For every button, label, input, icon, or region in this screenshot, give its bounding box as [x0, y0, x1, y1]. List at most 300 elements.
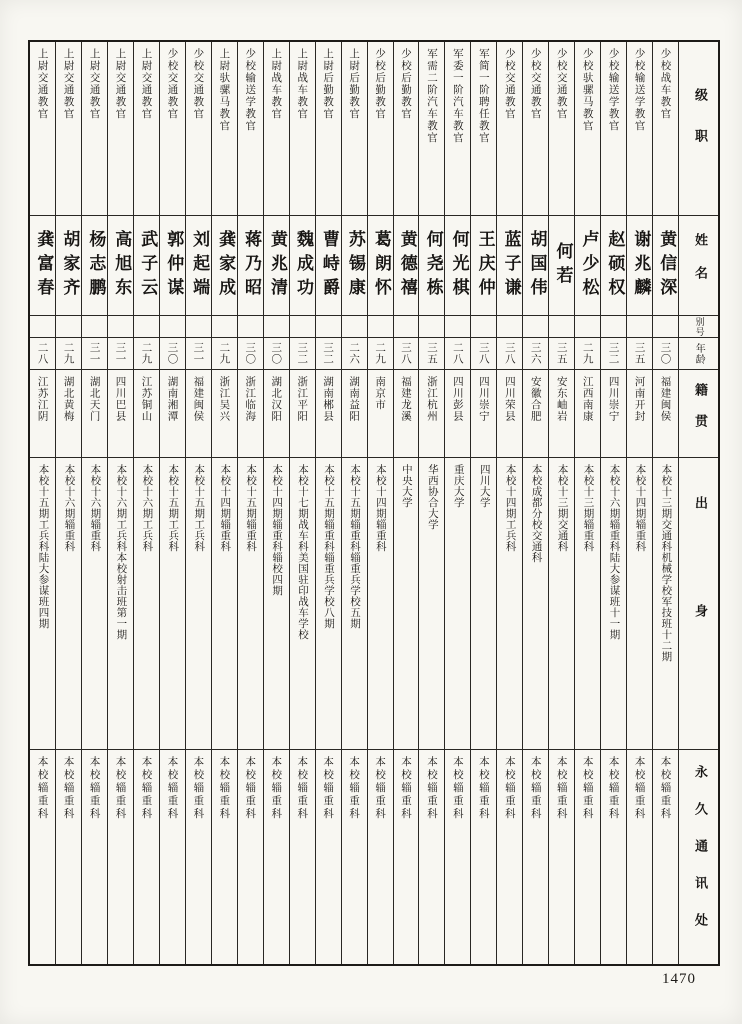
- person-age-cell: [342, 338, 367, 370]
- person-address-cell: [627, 750, 652, 964]
- person-name: 黄兆清: [267, 229, 287, 302]
- person-background: 本校十四期辎重科: [374, 464, 387, 552]
- person-age: 三一: [88, 342, 101, 365]
- person-name-cell: [601, 216, 626, 316]
- person-background-cell: [134, 458, 159, 750]
- person-native-place-cell: [290, 370, 315, 458]
- person-address-cell: [264, 750, 289, 964]
- person-rank-cell: [56, 42, 81, 216]
- header-cell-rank: [679, 42, 718, 216]
- person-age: 二六: [348, 342, 361, 365]
- person-background-cell: [523, 458, 548, 750]
- person-native-place-cell: [186, 370, 211, 458]
- person-name-cell: [653, 216, 678, 316]
- person-background: 四川大学: [478, 464, 491, 508]
- person-background-cell: [368, 458, 393, 750]
- person-background: 本校十三期交通科: [556, 464, 569, 552]
- person-background-cell: [186, 458, 211, 750]
- person-address: 本校辎重科: [374, 756, 387, 821]
- person-address-cell: [160, 750, 185, 964]
- header-cell-address: [679, 750, 718, 964]
- person-alias-cell: [212, 316, 237, 338]
- person-column: [574, 42, 600, 964]
- person-address: 本校辎重科: [400, 756, 413, 821]
- person-alias-cell: [549, 316, 574, 338]
- person-column: [393, 42, 419, 964]
- person-age: 三〇: [270, 342, 283, 365]
- person-alias-cell: [186, 316, 211, 338]
- person-name: 郭仲谋: [163, 229, 184, 302]
- person-age: 三二: [322, 342, 335, 365]
- person-background: 本校十五期工兵科: [193, 464, 206, 552]
- person-background-cell: [160, 458, 185, 750]
- person-background-cell: [342, 458, 367, 750]
- person-name-cell: [342, 216, 367, 316]
- person-column: [107, 42, 133, 964]
- person-address-cell: [601, 750, 626, 964]
- person-age-cell: [212, 338, 237, 370]
- person-native-place-cell: [264, 370, 289, 458]
- person-age: 二八: [36, 342, 49, 365]
- person-name-cell: [134, 216, 159, 316]
- header-column: [678, 42, 718, 964]
- person-alias-cell: [368, 316, 393, 338]
- person-address: 本校辎重科: [244, 756, 257, 821]
- person-name: 魏成功: [292, 229, 313, 302]
- person-background-cell: [290, 458, 315, 750]
- person-native-place-cell: [368, 370, 393, 458]
- person-alias-cell: [160, 316, 185, 338]
- person-alias-cell: [497, 316, 522, 338]
- person-address-cell: [471, 750, 496, 964]
- person-column: [237, 42, 263, 964]
- person-background-cell: [445, 458, 470, 750]
- person-rank-cell: [108, 42, 133, 216]
- person-background: 本校十五期辎重科辎重兵学校五期: [348, 464, 361, 629]
- person-address: 本校辎重科: [36, 756, 49, 821]
- person-name: 胡国伟: [526, 229, 547, 302]
- person-name-cell: [419, 216, 444, 316]
- person-column: [600, 42, 626, 964]
- person-address-cell: [653, 750, 678, 964]
- header-rank-label: 级职: [691, 87, 707, 170]
- person-age-cell: [601, 338, 626, 370]
- person-background-cell: [30, 458, 55, 750]
- person-native-place: 湖南益阳: [348, 376, 361, 422]
- person-age: 三八: [477, 342, 490, 365]
- person-rank-cell: [264, 42, 289, 216]
- person-background-cell: [238, 458, 263, 750]
- person-column: [470, 42, 496, 964]
- person-name-cell: [108, 216, 133, 316]
- person-name: 武子云: [137, 229, 158, 302]
- person-age-cell: [82, 338, 107, 370]
- person-name-cell: [30, 216, 55, 316]
- person-address: 本校辎重科: [114, 756, 127, 821]
- person-native-place: 福建闽侯: [192, 376, 205, 422]
- person-rank: 上尉后勤教官: [322, 48, 335, 120]
- person-address-cell: [394, 750, 419, 964]
- person-rank-cell: [316, 42, 341, 216]
- person-background-cell: [549, 458, 574, 750]
- person-alias-cell: [134, 316, 159, 338]
- person-address: 本校辎重科: [322, 756, 335, 821]
- person-name: 何尧栋: [422, 229, 443, 302]
- person-address: 本校辎重科: [348, 756, 361, 821]
- person-age: 三二: [607, 342, 620, 365]
- person-column: [133, 42, 159, 964]
- person-name: 黄信深: [656, 229, 677, 302]
- person-age-cell: [30, 338, 55, 370]
- person-rank: 军简一阶聘任教官: [477, 48, 490, 144]
- person-address: 本校辎重科: [529, 756, 542, 821]
- person-age: 二九: [581, 342, 594, 365]
- person-age: 三六: [529, 342, 542, 365]
- person-age-cell: [316, 338, 341, 370]
- person-column: [315, 42, 341, 964]
- person-name: 赵硕权: [604, 229, 625, 302]
- person-address: 本校辎重科: [270, 756, 283, 821]
- person-name-cell: [575, 216, 600, 316]
- person-address-cell: [56, 750, 81, 964]
- person-background: 本校十五期辎重科辎重兵学校八期: [323, 464, 335, 629]
- person-native-place-cell: [134, 370, 159, 458]
- person-address-cell: [134, 750, 159, 964]
- person-native-place-cell: [419, 370, 444, 458]
- person-address: 本校辎重科: [88, 756, 101, 821]
- person-age: 二九: [374, 342, 387, 365]
- header-cell-age: [679, 338, 718, 370]
- person-native-place: 福建闽侯: [659, 376, 672, 422]
- person-rank-cell: [134, 42, 159, 216]
- person-alias-cell: [471, 316, 496, 338]
- person-column: [159, 42, 185, 964]
- person-address: 本校辎重科: [296, 756, 309, 821]
- person-rank-cell: [368, 42, 393, 216]
- person-alias-cell: [419, 316, 444, 338]
- person-column: [30, 42, 55, 964]
- person-name: 苏锡康: [344, 229, 365, 302]
- person-address: 本校辎重科: [140, 756, 153, 821]
- person-column: [626, 42, 652, 964]
- person-rank-cell: [523, 42, 548, 216]
- person-background: 本校十五期辎重科: [245, 464, 258, 552]
- person-native-place-cell: [445, 370, 470, 458]
- person-age: 二九: [218, 342, 231, 365]
- person-name-cell: [82, 216, 107, 316]
- person-age-cell: [108, 338, 133, 370]
- person-rank-cell: [238, 42, 263, 216]
- person-age-cell: [523, 338, 548, 370]
- person-native-place-cell: [394, 370, 419, 458]
- person-background-cell: [653, 458, 678, 750]
- person-name-cell: [471, 216, 496, 316]
- person-age: 二九: [62, 342, 75, 365]
- person-address-cell: [316, 750, 341, 964]
- person-name: 蒋乃昭: [241, 229, 262, 302]
- person-native-place-cell: [471, 370, 496, 458]
- person-native-place: 湖北天门: [88, 376, 101, 422]
- header-cell-alias: [679, 316, 718, 338]
- person-age: 三五: [633, 342, 646, 365]
- person-rank-cell: [290, 42, 315, 216]
- person-age-cell: [134, 338, 159, 370]
- person-name: 胡家齐: [59, 229, 80, 302]
- person-name-cell: [394, 216, 419, 316]
- person-alias-cell: [56, 316, 81, 338]
- person-rank-cell: [471, 42, 496, 216]
- person-rank: 军需二阶汽车教官: [425, 48, 438, 144]
- person-address-cell: [82, 750, 107, 964]
- person-column: [444, 42, 470, 964]
- person-age-cell: [419, 338, 444, 370]
- person-native-place-cell: [601, 370, 626, 458]
- person-age-cell: [471, 338, 496, 370]
- person-age: 三〇: [659, 342, 672, 365]
- person-address: 本校辎重科: [218, 756, 231, 821]
- person-column: [652, 42, 678, 964]
- person-alias-cell: [82, 316, 107, 338]
- person-column: [341, 42, 367, 964]
- person-alias-cell: [601, 316, 626, 338]
- person-column: [548, 42, 574, 964]
- person-native-place-cell: [56, 370, 81, 458]
- person-background: 本校十四期辎重科辎校四期: [271, 464, 284, 596]
- person-background: 本校成都分校交通科: [530, 464, 543, 563]
- person-alias-cell: [575, 316, 600, 338]
- person-rank: 少校交通教官: [555, 48, 568, 120]
- person-address-cell: [497, 750, 522, 964]
- person-native-place: 浙江临海: [244, 376, 257, 422]
- person-address: 本校辎重科: [166, 756, 179, 821]
- person-age-cell: [290, 338, 315, 370]
- person-name: 谢兆麟: [630, 229, 651, 302]
- person-rank-cell: [342, 42, 367, 216]
- person-age-cell: [264, 338, 289, 370]
- person-background: 本校十六期辎重科: [63, 464, 76, 552]
- person-alias-cell: [523, 316, 548, 338]
- person-rank: 上尉交通教官: [62, 48, 75, 120]
- person-address: 本校辎重科: [62, 756, 75, 821]
- person-rank: 少校输送学教官: [633, 48, 646, 132]
- person-native-place: 浙江平阳: [296, 376, 309, 422]
- person-name-cell: [627, 216, 652, 316]
- person-name-cell: [56, 216, 81, 316]
- person-address: 本校辎重科: [607, 756, 620, 821]
- person-name: 卢少松: [578, 229, 599, 302]
- person-background: 重庆大学: [452, 464, 465, 508]
- person-native-place-cell: [30, 370, 55, 458]
- person-age: 三八: [503, 342, 516, 365]
- person-rank: 少校战车教官: [659, 48, 672, 120]
- person-column: [263, 42, 289, 964]
- person-age-cell: [368, 338, 393, 370]
- person-alias-cell: [394, 316, 419, 338]
- person-name-cell: [445, 216, 470, 316]
- person-native-place: 四川崇宁: [607, 376, 620, 422]
- person-rank-cell: [30, 42, 55, 216]
- person-background: 本校十六期辎重科陆大参谋班十一期: [608, 464, 621, 640]
- person-alias-cell: [264, 316, 289, 338]
- person-name-cell: [160, 216, 185, 316]
- person-background-cell: [575, 458, 600, 750]
- person-address: 本校辎重科: [503, 756, 516, 821]
- person-address: 本校辎重科: [477, 756, 490, 821]
- person-background-cell: [108, 458, 133, 750]
- person-age-cell: [445, 338, 470, 370]
- person-rank: 少校输送学教官: [244, 48, 257, 132]
- person-alias-cell: [627, 316, 652, 338]
- person-address: 本校辎重科: [581, 756, 594, 821]
- person-age: 三〇: [244, 342, 257, 365]
- person-age-cell: [549, 338, 574, 370]
- person-name: 王庆仲: [474, 229, 495, 302]
- header-age-label: 年龄: [693, 342, 705, 365]
- person-rank-cell: [82, 42, 107, 216]
- person-name-cell: [368, 216, 393, 316]
- person-rank-cell: [549, 42, 574, 216]
- person-column: [367, 42, 393, 964]
- person-native-place: 湖南郴县: [322, 376, 335, 422]
- person-name-cell: [186, 216, 211, 316]
- person-native-place-cell: [627, 370, 652, 458]
- person-rank-cell: [601, 42, 626, 216]
- person-name: 葛朗怀: [370, 229, 391, 302]
- person-native-place-cell: [523, 370, 548, 458]
- person-background-cell: [471, 458, 496, 750]
- person-age: 三八: [400, 342, 413, 365]
- person-age-cell: [56, 338, 81, 370]
- person-background-cell: [56, 458, 81, 750]
- person-background-cell: [419, 458, 444, 750]
- person-alias-cell: [30, 316, 55, 338]
- person-name-cell: [212, 216, 237, 316]
- person-name-cell: [497, 216, 522, 316]
- person-address-cell: [290, 750, 315, 964]
- person-age-cell: [627, 338, 652, 370]
- person-column: [522, 42, 548, 964]
- person-column: [185, 42, 211, 964]
- person-rank: 上尉交通教官: [36, 48, 49, 120]
- person-address-cell: [575, 750, 600, 964]
- person-rank: 上尉战车教官: [270, 48, 283, 120]
- person-background: 本校十六期工兵科: [141, 464, 154, 552]
- person-age-cell: [653, 338, 678, 370]
- person-name: 高旭东: [111, 229, 132, 302]
- person-age-cell: [394, 338, 419, 370]
- person-name-cell: [290, 216, 315, 316]
- person-background: 本校十三期辎重科: [582, 464, 595, 552]
- person-native-place: 四川巴县: [114, 376, 127, 422]
- person-address: 本校辎重科: [425, 756, 438, 821]
- person-background: 本校十七期战车科美国驻印战车学校: [297, 464, 310, 640]
- person-column: [211, 42, 237, 964]
- person-native-place: 南京市: [374, 376, 387, 411]
- person-age-cell: [497, 338, 522, 370]
- person-age-cell: [238, 338, 263, 370]
- person-name-cell: [238, 216, 263, 316]
- person-native-place: 湖北黄梅: [62, 376, 75, 422]
- person-address-cell: [523, 750, 548, 964]
- person-native-place-cell: [653, 370, 678, 458]
- person-rank: 少校后勤教官: [374, 48, 387, 120]
- header-native-place-label: 籍贯: [691, 382, 707, 445]
- person-alias-cell: [290, 316, 315, 338]
- person-name-cell: [264, 216, 289, 316]
- person-rank-cell: [186, 42, 211, 216]
- header-cell-name: [679, 216, 718, 316]
- person-rank-cell: [419, 42, 444, 216]
- person-address: 本校辎重科: [659, 756, 672, 821]
- person-column: [81, 42, 107, 964]
- person-rank: 上尉驮骡马教官: [218, 48, 231, 132]
- person-background: 中央大学: [400, 464, 413, 508]
- person-name-cell: [316, 216, 341, 316]
- person-column: [418, 42, 444, 964]
- person-native-place-cell: [212, 370, 237, 458]
- person-age-cell: [575, 338, 600, 370]
- person-column: [496, 42, 522, 964]
- person-age: 二九: [140, 342, 153, 365]
- header-cell-background: [679, 458, 718, 750]
- header-alias-label: 别号: [693, 316, 704, 337]
- page-number: 1470: [662, 971, 696, 987]
- person-background-cell: [601, 458, 626, 750]
- person-background: 本校十三期交通科机械学校军技班十二期: [660, 464, 673, 662]
- person-rank-cell: [497, 42, 522, 216]
- person-age: 三〇: [166, 342, 179, 365]
- person-native-place: 浙江吴兴: [218, 376, 231, 422]
- person-rank: 少校交通教官: [503, 48, 516, 120]
- person-address-cell: [368, 750, 393, 964]
- person-native-place-cell: [497, 370, 522, 458]
- person-age: 三一: [114, 342, 127, 365]
- person-address: 本校辎重科: [555, 756, 568, 821]
- person-native-place-cell: [549, 370, 574, 458]
- person-native-place: 安徽合肥: [529, 376, 542, 422]
- person-age: 三一: [192, 342, 205, 365]
- person-alias-cell: [238, 316, 263, 338]
- person-age-cell: [160, 338, 185, 370]
- person-name: 黄德禧: [396, 229, 417, 302]
- person-native-place: 四川彭县: [451, 376, 464, 422]
- person-rank: 上尉后勤教官: [348, 48, 361, 120]
- person-age: 三二: [296, 342, 309, 365]
- person-column: [55, 42, 81, 964]
- person-rank: 上尉交通教官: [114, 48, 127, 120]
- person-rank: 上尉交通教官: [88, 48, 101, 120]
- person-name: 蓝子谦: [500, 229, 521, 302]
- person-alias-cell: [653, 316, 678, 338]
- person-rank-cell: [445, 42, 470, 216]
- person-rank: 少校交通教官: [192, 48, 205, 120]
- person-address-cell: [342, 750, 367, 964]
- person-background-cell: [627, 458, 652, 750]
- person-rank: 少校驮骡马教官: [581, 48, 594, 132]
- header-address-label: 永久通讯处: [691, 764, 707, 950]
- person-background: 本校十四期辎重科: [219, 464, 232, 552]
- person-column: [289, 42, 315, 964]
- person-native-place-cell: [160, 370, 185, 458]
- person-native-place: 江苏江阴: [36, 376, 49, 422]
- person-background-cell: [497, 458, 522, 750]
- person-age-cell: [186, 338, 211, 370]
- roster-table: [28, 40, 720, 966]
- person-name-cell: [523, 216, 548, 316]
- person-address-cell: [212, 750, 237, 964]
- person-native-place: 四川崇宁: [477, 376, 490, 422]
- person-age: 三五: [425, 342, 438, 365]
